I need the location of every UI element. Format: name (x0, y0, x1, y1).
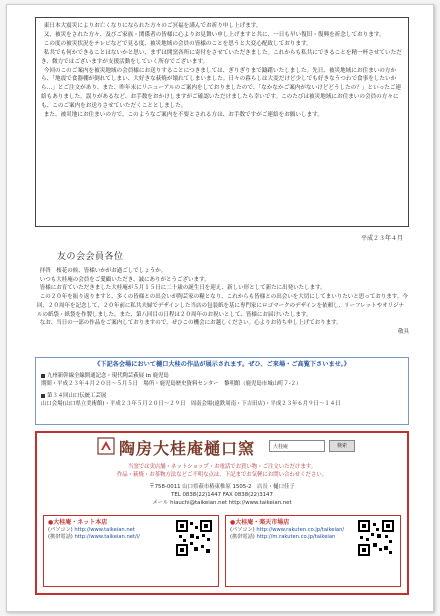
shop-header (37, 433, 407, 459)
notice-paragraph: この度の被災状況をテレビなどで見る度、被災地域の会員の皆様のことを思うと大変心配致しております。 (43, 40, 312, 47)
store-link-label: (携帯電話) (48, 534, 73, 540)
shop-email[interactable]: メール hiauchi@taikeian.net http://www.taikeian.net (152, 500, 292, 506)
notice-paragraph: 東日本大震災によりお亡くなりになられた方々のご冥福を謹んでお祈り申し上げます。 (43, 23, 262, 29)
exhibition-box (35, 357, 409, 425)
shop-address: 〒758-0011 山口県萩市椿東椎原 1505-2 店長・樋口佳子 (149, 484, 295, 490)
notice-paragraph: 私共でも何かできることはないかと思い、まずは開窯各所に寄付をさせていただきました。これからも私共にできることを精一杯させていただき、微力ではございますが支援活動をしていく所存でございます。 (41, 49, 402, 65)
store-link-label: (携帯電話) (230, 534, 255, 540)
letter-paragraph: この２０年を振り返りますと、多くの皆様との出会いが陶芸家の糧となり、これからも皆様との出会いを大切にしてまいりたいと思っております。今回、２０周年を記念して、２０年前に私共夫婦でデザインした当店の包装紙を基に専門家にロゴマークのデザインを依頼し、リーフレットやオリジナルの紙袋・紙袋を作製しました。また、第八回目の日程は２０周年のお祝いとして、皆様にお届けいたします。 (37, 294, 408, 318)
search-input[interactable]: 大桂庵 (269, 440, 325, 452)
letter-paragraph: 皆様にお育ていただきました大桂庵が５月１５日に二十歳の誕生日を迎え、新しい形として新たに出発いたします。 (39, 285, 326, 292)
store-link[interactable]: http://m.rakuten.co.jp/taikeian (256, 534, 336, 540)
store-net-main (43, 515, 219, 587)
event-name: 九州新幹線全線開通記念・現代陶芸萩展 in 鹿児島 (47, 373, 169, 379)
letter-paragraph: 拝啓 桜花の候、皆様いかがお過ごしでしょうか。 (39, 268, 167, 274)
store-title: ●大桂庵・ネット本店 (48, 519, 108, 526)
exhibition-event (41, 372, 403, 380)
event-name: 第３４回山口伝統工芸展 (47, 393, 107, 399)
shop-description-line: 当窯では実店舗・ネットショップ・お電話でお買い物・ご注文いただけます。 (127, 464, 317, 470)
search-button[interactable]: 検索 (329, 440, 355, 452)
condolence-notice-box (35, 17, 409, 227)
store-link[interactable]: http://www.rakuten.co.jp/taikeian/ (256, 526, 345, 533)
document-page (6, 4, 434, 612)
notice-paragraph: また、被災地にお住まいの方で、このようなご案内を不要とされる方は、お手数ですがご連絡をお願いします。 (43, 112, 323, 119)
shop-address-block (37, 483, 407, 507)
letter-closing: 敬具 (397, 328, 409, 335)
store-link-label: (パソコン) (230, 526, 255, 533)
event-detail: 山口会場(山口県立美術館)・平成２３年５月２０日～２９日 周南会場(遠鉄周南・下吉田店)・平成２３年６月９日～１４日 (41, 401, 341, 407)
salutation: 友の会会員各位 (57, 252, 124, 262)
shop-description (37, 463, 407, 479)
shop-name: 陶房大桂庵樋口窯 (119, 439, 256, 458)
square-bullet-icon (41, 394, 45, 398)
letter-paragraph: なお、当日の一部の作品をご案内しておりますので、ぜひこの機会にお越しください。心よりお待ち申し上げております。 (39, 320, 342, 327)
shop-description-line: 作品・萩焼・お茶物方法などご不明な点は、下記までお気軽にお問い合わせください。 (116, 472, 328, 478)
square-bullet-icon (41, 374, 45, 378)
qr-code-icon (176, 520, 212, 556)
store-link-label: (パソコン) (48, 526, 73, 533)
notice-paragraph: 又、被災をされた方々、及びご家族・関係者の皆様に心よりお見舞い申し上げますと共に、一日も早い復旧・復興を祈念しております。 (43, 31, 385, 38)
shop-logo-icon (97, 437, 115, 455)
shop-phone: TEL 0838(22)1447 FAX 0838(22)3147 (171, 492, 273, 498)
shop-info-box (35, 431, 409, 595)
event-detail: 期間・平成２３年４月２０日～５月５日 場所・鹿児島歴史資料センター 黎明館（鹿児島市城山町７-２） (41, 381, 302, 387)
store-title: ●大桂庵・楽天市場店 (230, 519, 290, 526)
store-link[interactable]: http://www.taikeian.net/i/ (74, 534, 140, 540)
qr-code-icon (358, 520, 394, 556)
exhibition-event (41, 392, 403, 400)
notice-paragraph: 今回のこのご案内を被災地域の会員様にお送りすることにつきましては、ぎりぎりまで躊躇いたしました。先日、被災地域にお住まいの方から、「地震で食器棚が倒れてしまい、大好きな萩焼が壊れてしまいました。日々の暮らしは大変だけど少しでも好きなうつわで食事をしたいから…」とご注文があり、また、昨年末にリニューアルのご案内をしておりましたので、「なかなかご案内がないけどどうしたの？」といったご連絡もありました。誤りがあるなど、お手数をおかけしますがご確認いただけましたら幸いです。このたびは被災地域にお住まいの会員の方々にも、このご案内をお送りさせていただくこととしました。 (41, 67, 402, 110)
letter-paragraph: いつも大桂庵の会員をご愛顧いただき、誠にありがとうございます。 (39, 276, 210, 283)
letter-date: 平成２３年４月 (360, 235, 403, 242)
store-link[interactable]: http://www.taikeian.net (74, 526, 135, 533)
letter-body (37, 267, 409, 355)
store-rakuten (225, 515, 401, 587)
exhibition-title: 《下記各会場において樋口大桂の作品が展示されます。ぜひ、ご来場・ご高覧下さいませ。》 (94, 361, 350, 368)
